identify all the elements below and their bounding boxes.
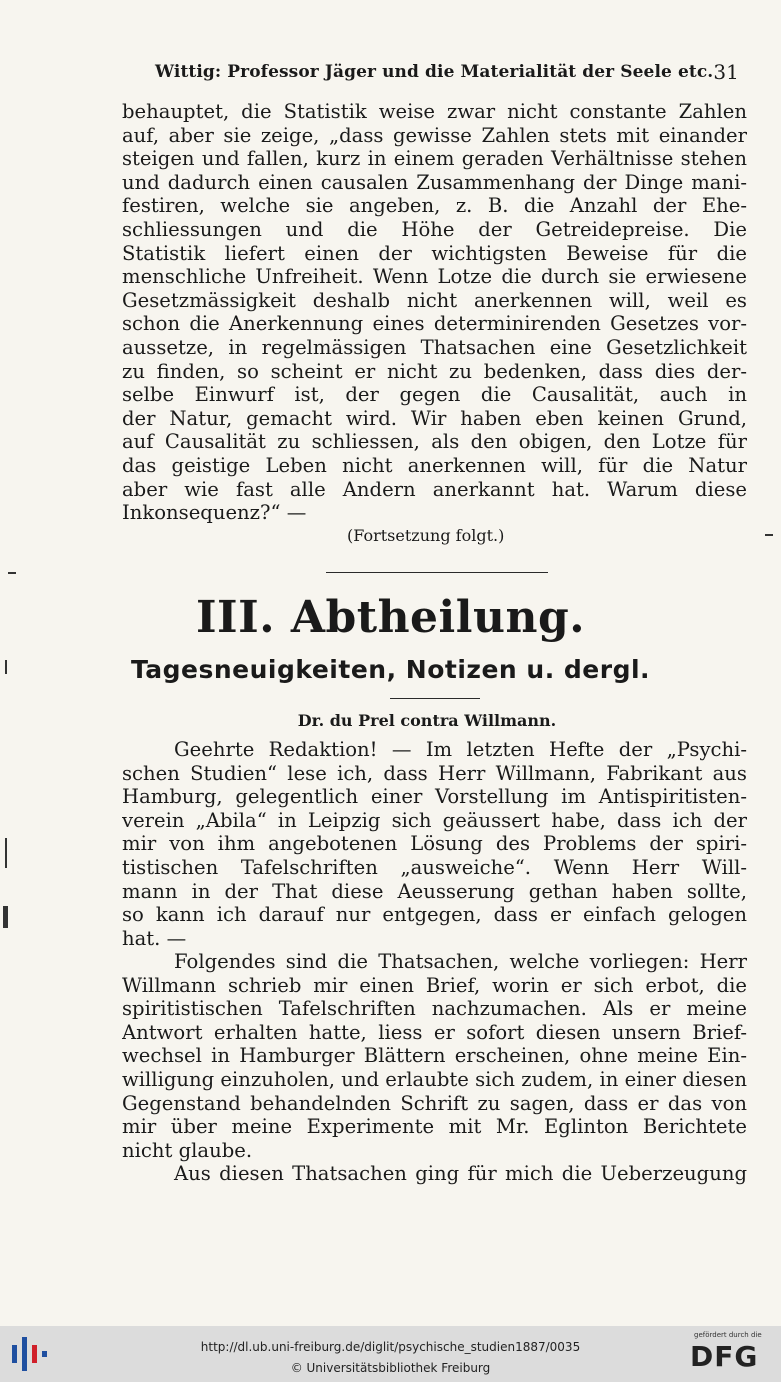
article-paragraph — [122, 950, 747, 1162]
footer-copyright: © Universitätsbibliothek Freiburg — [290, 1361, 491, 1375]
text-line: der Natur, gemacht wird. Wir haben eben keinen Grund, — [122, 406, 747, 430]
text-line: aber wie fast alle Andern anerkannt hat. Warum diese — [122, 477, 747, 501]
article-paragraph — [122, 738, 747, 950]
text-line: spiritistischen Tafelschriften nachzumachen. Als er meine — [122, 997, 747, 1021]
text-line: Hamburg, gelegentlich einer Vorstellung im Antispiritisten- — [122, 785, 747, 809]
text-line: auf Causalität zu schliessen, als den obigen, den Lotze für — [122, 430, 747, 454]
text-line: wechsel in Hamburger Blättern erscheinen, ohne meine Ein- — [122, 1044, 747, 1068]
body-paragraph — [122, 100, 747, 525]
text-line: Inkonsequenz?“ — — [122, 501, 307, 525]
text-line: so kann ich darauf nur entgegen, dass er einfach gelogen — [122, 903, 747, 927]
text-line: Folgendes sind die Thatsachen, welche vorliegen: Herr — [174, 950, 747, 973]
margin-mark — [3, 906, 8, 928]
text-line: Gegenstand behandelnden Schrift zu sagen, dass er das von — [122, 1091, 747, 1115]
margin-mark — [765, 534, 773, 536]
article-paragraph — [122, 1162, 747, 1186]
text-line: Gesetzmässigkeit deshalb nicht anerkennen will, weil es — [122, 288, 747, 312]
text-line: willigung einzuholen, und erlaubte sich zudem, in einer diesen — [122, 1067, 747, 1091]
text-line: nicht glaube. — [122, 1138, 253, 1162]
text-line: schliessungen und die Höhe der Getreidepreise. Die — [122, 217, 747, 241]
text-line: aussetze, in regelmässigen Thatsachen eine Gesetzlichkeit — [122, 335, 747, 359]
text-line: Antwort erhalten hatte, liess er sofort diesen unsern Brief- — [122, 1020, 747, 1044]
text-line: tistischen Tafelschriften „ausweiche“. Wenn Herr Will- — [122, 855, 747, 879]
text-line: behauptet, die Statistik weise zwar nicht constante Zahlen — [122, 100, 747, 123]
text-line: selbe Einwurf ist, der gegen die Causalität, auch in — [122, 383, 747, 407]
text-line: zu finden, so scheint er nicht zu bedenken, dass dies der- — [122, 359, 747, 383]
text-line: steigen und fallen, kurz in einem geraden Verhältnisse stehen — [122, 147, 747, 171]
section-heading: III. Abtheilung. — [195, 592, 586, 643]
running-header — [155, 60, 745, 88]
section-subheading: Tagesneuigkeiten, Notizen u. dergl. — [130, 655, 651, 684]
running-title: Wittig: Professor Jäger und die Materialität der Seele etc. — [155, 62, 714, 82]
continuation-note: (Fortsetzung folgt.) — [347, 526, 505, 545]
text-line: menschliche Unfreiheit. Wenn Lotze die durch sie erwiesene — [122, 265, 747, 289]
text-line: schen Studien“ lese ich, dass Herr Willmann, Fabrikant aus — [122, 761, 747, 785]
footer-url[interactable]: http://dl.ub.uni-freiburg.de/diglit/psychische_studien1887/0035 — [200, 1340, 581, 1354]
margin-mark — [8, 572, 16, 574]
text-line: mir über meine Experimente mit Mr. Eglinton Berichtete — [122, 1115, 747, 1139]
text-line: mir von ihm angebotenen Lösung des Problems der spiri- — [122, 832, 747, 856]
text-line: Aus diesen Thatsachen ging für mich die Ueberzeugung — [174, 1162, 747, 1185]
text-line: mann in der That diese Aeusserung gethan haben sollte, — [122, 879, 747, 903]
page-number: 31 — [713, 60, 739, 84]
dfg-wordmark: DFG — [690, 1340, 759, 1373]
dfg-caption: gefördert durch die — [694, 1331, 762, 1339]
text-line: und dadurch einen causalen Zusammenhang der Dinge mani- — [122, 170, 747, 194]
text-line: Geehrte Redaktion! — Im letzten Hefte der „Psychi- — [174, 738, 747, 761]
margin-mark — [5, 838, 7, 868]
section-divider — [326, 572, 548, 573]
article-title: Dr. du Prel contra Willmann. — [297, 711, 557, 730]
text-line: Statistik liefert einen der wichtigsten Beweise für die — [122, 241, 747, 265]
text-line: festiren, welche sie angeben, z. B. die Anzahl der Ehe- — [122, 194, 747, 218]
subheading-divider — [390, 698, 480, 699]
text-line: hat. — — [122, 926, 187, 950]
text-line: verein „Abila“ in Leipzig sich geäussert habe, dass ich der — [122, 808, 747, 832]
margin-mark — [5, 660, 7, 674]
text-line: Willmann schrieb mir einen Brief, worin er sich erbot, die — [122, 973, 747, 997]
dfg-logo[interactable] — [688, 1331, 774, 1379]
text-line: schon die Anerkennung eines determinirenden Gesetzes vor- — [122, 312, 747, 336]
text-line: das geistige Leben nicht anerkennen will, für die Natur — [122, 453, 747, 477]
text-line: auf, aber sie zeige, „dass gewisse Zahlen stets mit einander — [122, 123, 747, 147]
